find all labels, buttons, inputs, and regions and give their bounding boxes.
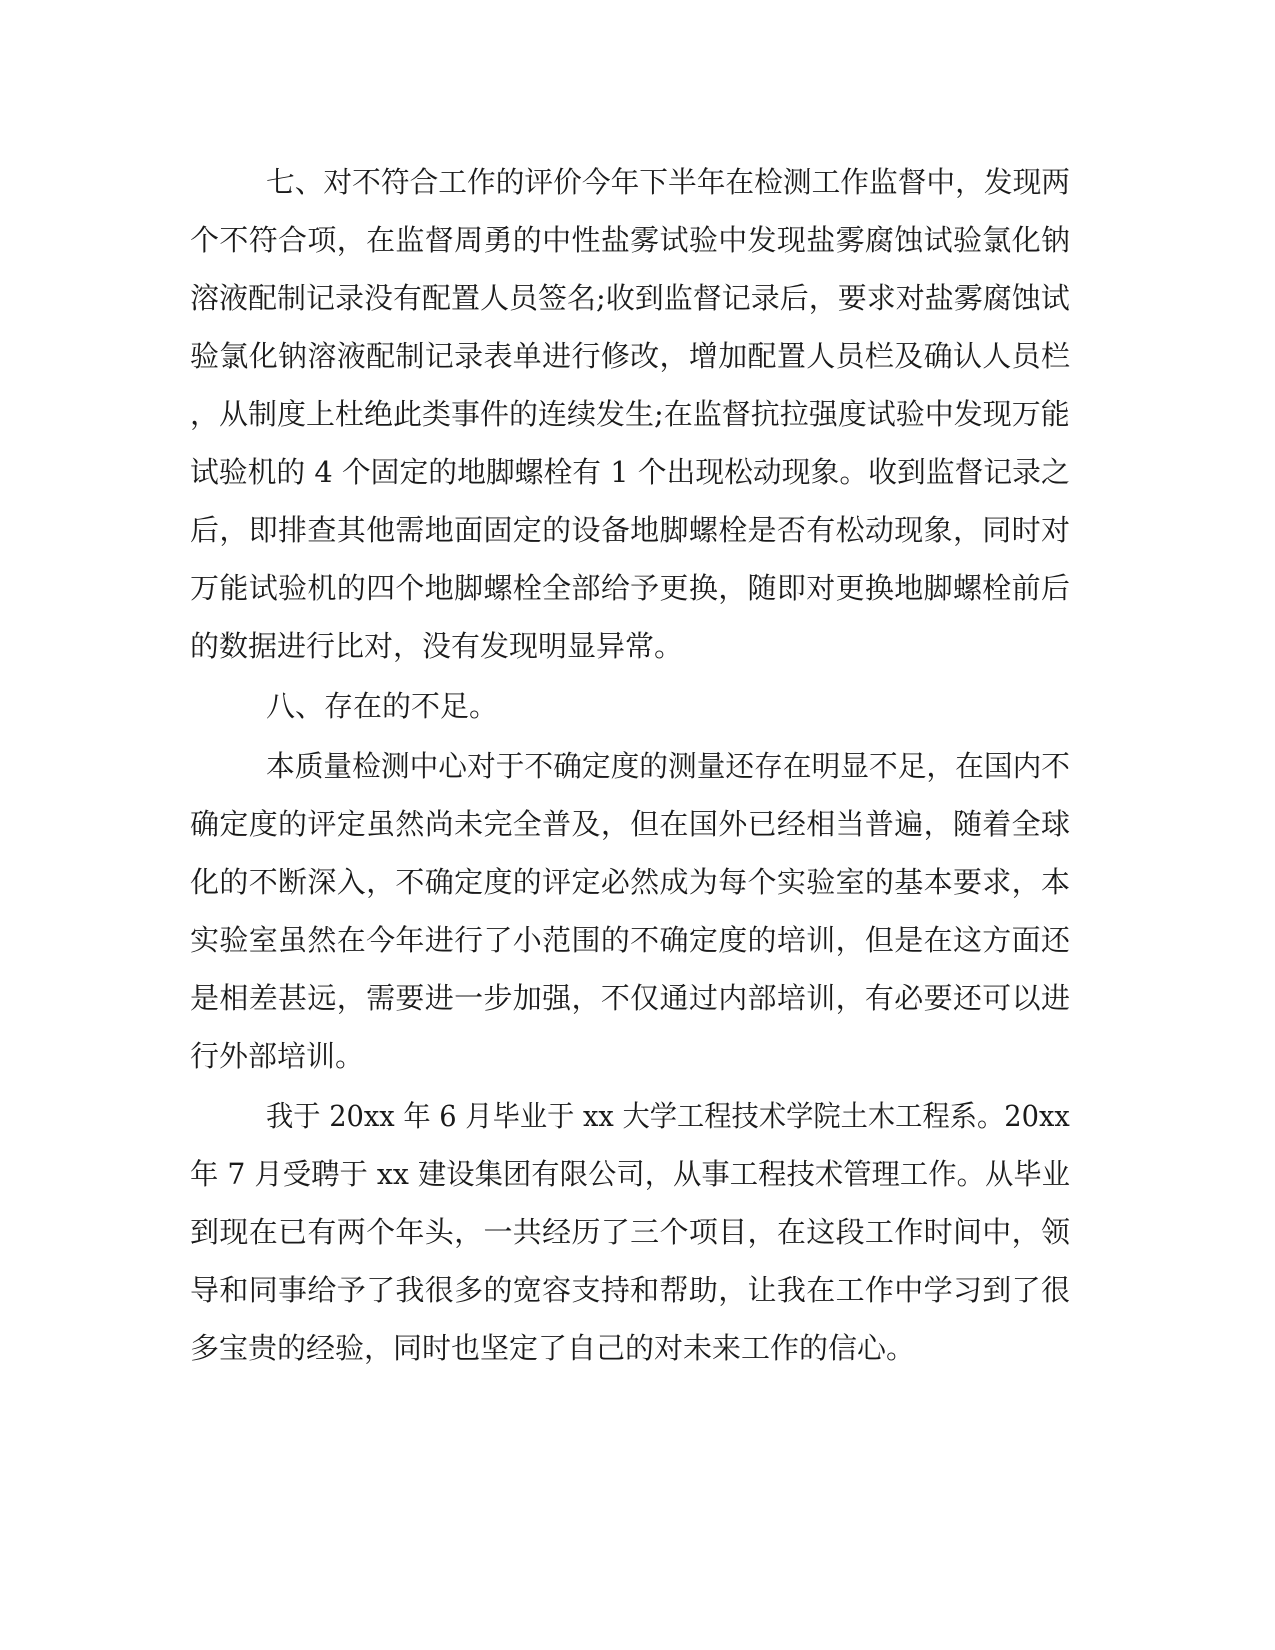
paragraph-line: 验氯化钠溶液配制记录表单进行修改，增加配置人员栏及确认人员栏 bbox=[190, 339, 1071, 373]
paragraph-line: 行外部培训。 bbox=[190, 1039, 365, 1073]
paragraph-line: 年 7 月受聘于 xx 建设集团有限公司，从事工程技术管理工作。从毕业 bbox=[190, 1157, 1071, 1191]
paragraph-line: 七、对不符合工作的评价今年下半年在检测工作监督中，发现两 bbox=[266, 165, 1071, 199]
paragraph-line: 试验机的 4 个固定的地脚螺栓有 1 个出现松动现象。收到监督记录之 bbox=[190, 455, 1070, 489]
paragraph-line: 万能试验机的四个地脚螺栓全部给予更换，随即对更换地脚螺栓前后 bbox=[190, 571, 1071, 605]
paragraph-line: ，从制度上杜绝此类事件的连续发生;在监督抗拉强度试验中发现万能 bbox=[190, 397, 1070, 431]
paragraph-line: 实验室虽然在今年进行了小范围的不确定度的培训，但是在这方面还 bbox=[190, 923, 1071, 957]
section-heading: 八、存在的不足。 bbox=[266, 689, 499, 723]
paragraph-line: 是相差甚远，需要进一步加强，不仅通过内部培训，有必要还可以进 bbox=[190, 981, 1071, 1015]
paragraph-line: 化的不断深入，不确定度的评定必然成为每个实验室的基本要求，本 bbox=[190, 865, 1071, 899]
paragraph-line: 到现在已有两个年头，一共经历了三个项目，在这段工作时间中，领 bbox=[190, 1215, 1071, 1249]
paragraph-line: 的数据进行比对，没有发现明显异常。 bbox=[190, 629, 684, 663]
paragraph-line: 后，即排查其他需地面固定的设备地脚螺栓是否有松动现象，同时对 bbox=[190, 513, 1071, 547]
paragraph-line: 我于 20xx 年 6 月毕业于 xx 大学工程技术学院土木工程系。20xx bbox=[266, 1099, 1070, 1133]
paragraph-line: 确定度的评定虽然尚未完全普及，但在国外已经相当普遍，随着全球 bbox=[190, 807, 1071, 841]
paragraph-line: 多宝贵的经验，同时也坚定了自己的对未来工作的信心。 bbox=[190, 1331, 916, 1365]
paragraph-line: 本质量检测中心对于不确定度的测量还存在明显不足，在国内不 bbox=[266, 749, 1071, 783]
paragraph-line: 导和同事给予了我很多的宽容支持和帮助，让我在工作中学习到了很 bbox=[190, 1273, 1071, 1307]
paragraph-line: 个不符合项，在监督周勇的中性盐雾试验中发现盐雾腐蚀试验氯化钠 bbox=[190, 223, 1071, 257]
paragraph-line: 溶液配制记录没有配置人员签名;收到监督记录后，要求对盐雾腐蚀试 bbox=[190, 281, 1070, 315]
